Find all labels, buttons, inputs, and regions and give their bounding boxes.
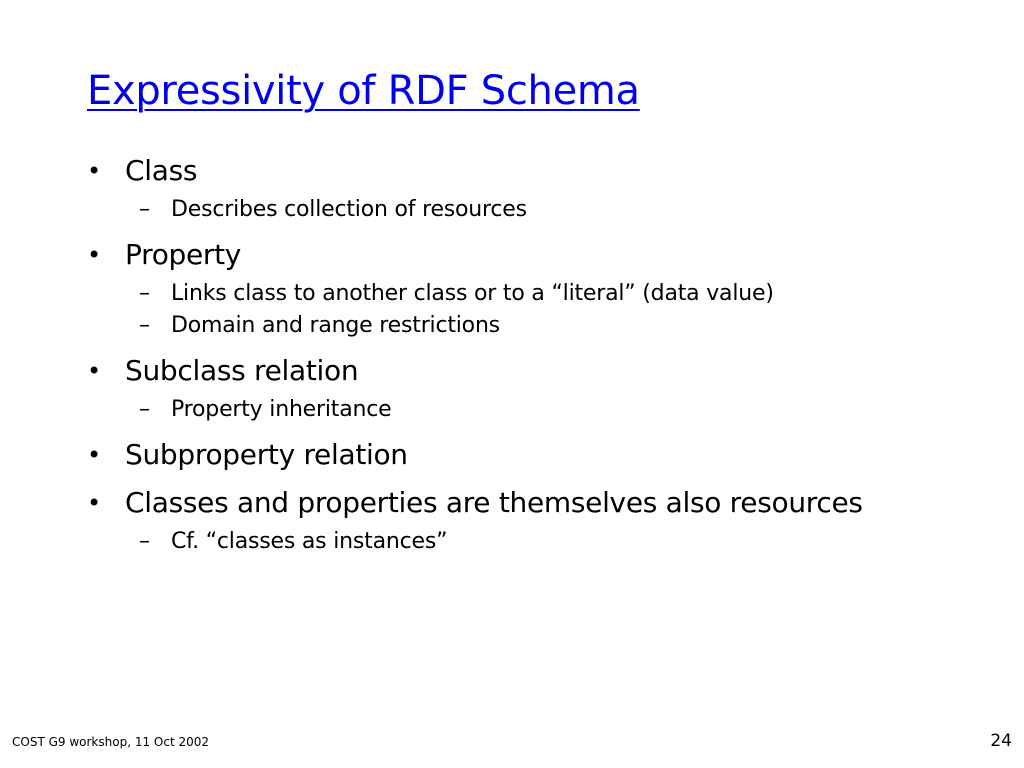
subitem-list xyxy=(87,194,987,226)
bullet-dot-icon: • xyxy=(87,441,101,469)
bullet-item xyxy=(87,352,987,426)
bullet-item xyxy=(87,484,987,558)
subitem-list xyxy=(87,394,987,426)
bullet-text: Class xyxy=(125,154,198,187)
subitem-text: Cf. “classes as instances” xyxy=(171,529,448,554)
bullet-row xyxy=(87,152,987,190)
bullet-dot-icon: • xyxy=(87,357,101,385)
bullet-list xyxy=(87,152,987,568)
bullet-row xyxy=(87,236,987,274)
bullet-row xyxy=(87,484,987,522)
footer-text: COST G9 workshop, 11 Oct 2002 xyxy=(12,735,210,749)
subitem-row xyxy=(87,310,987,342)
dash-icon: – xyxy=(139,197,150,222)
bullet-text: Subproperty relation xyxy=(125,438,408,471)
bullet-dot-icon: • xyxy=(87,489,101,517)
dash-icon: – xyxy=(139,397,150,422)
bullet-dot-icon: • xyxy=(87,241,101,269)
page-number: 24 xyxy=(990,731,1012,751)
bullet-item xyxy=(87,236,987,342)
subitem-row xyxy=(87,194,987,226)
subitem-row xyxy=(87,278,987,310)
subitem-text: Links class to another class or to a “literal” (data value) xyxy=(171,281,774,306)
dash-icon: – xyxy=(139,313,150,338)
subitem-text: Describes collection of resources xyxy=(171,197,527,222)
subitem-list xyxy=(87,526,987,558)
subitem-row xyxy=(87,526,987,558)
bullet-dot-icon: • xyxy=(87,157,101,185)
subitem-text: Property inheritance xyxy=(171,397,392,422)
bullet-text: Property xyxy=(125,238,242,271)
bullet-item xyxy=(87,152,987,226)
slide-title-link[interactable]: Expressivity of RDF Schema xyxy=(87,68,640,114)
subitem-list xyxy=(87,278,987,342)
dash-icon: – xyxy=(139,281,150,306)
subitem-text: Domain and range restrictions xyxy=(171,313,500,338)
bullet-row xyxy=(87,352,987,390)
bullet-row xyxy=(87,436,987,474)
bullet-item xyxy=(87,436,987,474)
bullet-text: Classes and properties are themselves also resources xyxy=(125,486,863,519)
bullet-text: Subclass relation xyxy=(125,354,359,387)
dash-icon: – xyxy=(139,529,150,554)
subitem-row xyxy=(87,394,987,426)
